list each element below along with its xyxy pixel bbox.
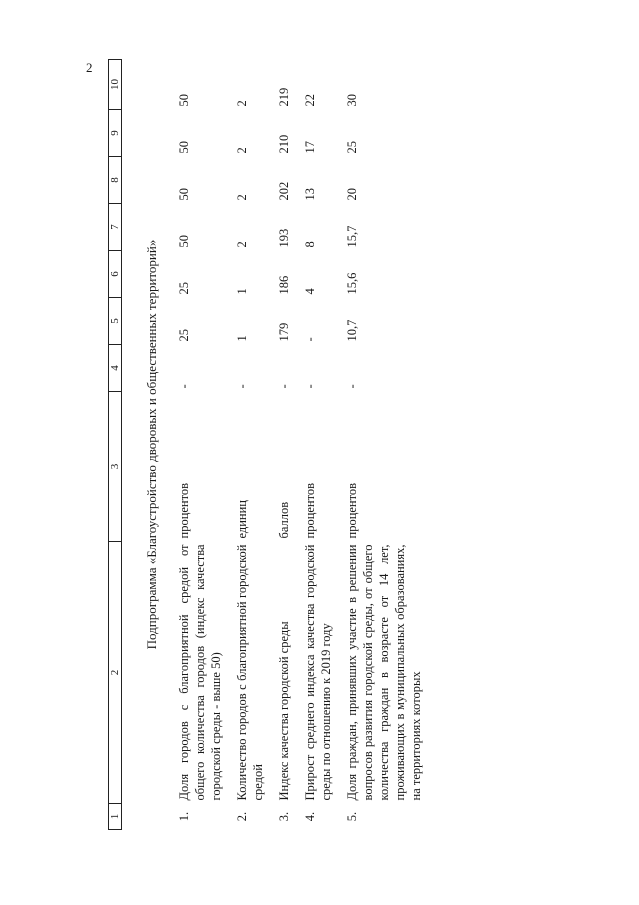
value-cell: 13: [303, 188, 317, 201]
value-cell: -: [277, 384, 291, 389]
value-cell: 50: [177, 235, 191, 248]
value-cell: 17: [303, 141, 317, 154]
indicator-name: Индекс качества городской среды: [277, 621, 291, 801]
unit-cell: процентов: [303, 482, 317, 539]
header-row: [109, 60, 122, 830]
value-cell: 2: [235, 194, 249, 201]
value-cell: 8: [303, 241, 317, 248]
value-cell: 50: [177, 94, 191, 107]
value-cell: 50: [177, 141, 191, 154]
value-cell: 15,7: [345, 225, 359, 248]
table-row: [292, 60, 334, 830]
value-cell: 1: [235, 335, 249, 342]
unit-cell: процентов: [177, 482, 191, 539]
subprogram-title: Подпрограмма «Благоустройство дворовых и общественных территорий»: [144, 239, 159, 650]
unit-cell: единиц: [235, 499, 249, 539]
value-cell: 25: [345, 141, 359, 154]
value-cell: 1: [235, 288, 249, 295]
table-row: [224, 60, 266, 830]
header-cell: 4: [109, 345, 122, 392]
value-cell: 10,7: [345, 319, 359, 342]
row-number: 5.: [345, 811, 359, 822]
value-cell: 2: [235, 241, 249, 248]
value-cell: 25: [177, 282, 191, 295]
value-cell: 193: [277, 228, 291, 248]
table-row: [334, 60, 424, 830]
unit-cell: баллов: [277, 501, 291, 539]
value-cell: 50: [177, 188, 191, 201]
indicator-name: Количество городов с благоприятной городской средой: [235, 544, 265, 801]
header-cell: 3: [109, 392, 122, 542]
indicator-name: Доля городов с благоприятной средой от общего количества городов (индекс качества городской среды - выше 50): [177, 544, 223, 801]
value-cell: -: [177, 384, 191, 389]
row-number: 3.: [277, 811, 291, 822]
indicator-name: Доля граждан, принявших участие в решении вопросов развития городской среды, от общего количества граждан в возрасте от 14 лет, проживающих в муниципальных образованиях, на территориях которых: [345, 544, 423, 801]
row-number: 1.: [177, 811, 191, 822]
indicator-name: Прирост среднего индекса качества городской среды по отношению к 2019 году: [303, 544, 333, 801]
header-cell: 8: [109, 157, 122, 204]
value-cell: 20: [345, 188, 359, 201]
header-cell: 2: [109, 542, 122, 804]
value-cell: -: [303, 384, 317, 389]
value-cell: -: [345, 384, 359, 389]
header-cell: 1: [109, 804, 122, 830]
row-number: 2.: [235, 811, 249, 822]
value-cell: 2: [235, 147, 249, 154]
value-cell: 202: [277, 181, 291, 201]
value-cell: 210: [277, 134, 291, 154]
value-cell: 30: [345, 94, 359, 107]
header-cell: 5: [109, 298, 122, 345]
value-cell: 15,6: [345, 272, 359, 295]
value-cell: 179: [277, 322, 291, 342]
value-cell: -: [235, 384, 249, 389]
value-cell: -: [303, 337, 317, 342]
indicators-table: [108, 59, 424, 830]
table-row: [266, 60, 292, 830]
header-cell: 6: [109, 251, 122, 298]
value-cell: 25: [177, 329, 191, 342]
subprogram-row: [122, 60, 167, 830]
unit-cell: процентов: [345, 482, 359, 539]
value-cell: 2: [235, 100, 249, 107]
header-cell: 10: [109, 60, 122, 110]
row-number: 4.: [303, 811, 317, 822]
header-cell: 9: [109, 110, 122, 157]
value-cell: 4: [303, 288, 317, 295]
rotated-table-container: [108, 60, 598, 830]
value-cell: 186: [277, 275, 291, 295]
value-cell: 22: [303, 94, 317, 107]
value-cell: 219: [277, 87, 291, 107]
page-number: 2: [86, 60, 93, 75]
header-cell: 7: [109, 204, 122, 251]
table-row: [166, 60, 224, 830]
